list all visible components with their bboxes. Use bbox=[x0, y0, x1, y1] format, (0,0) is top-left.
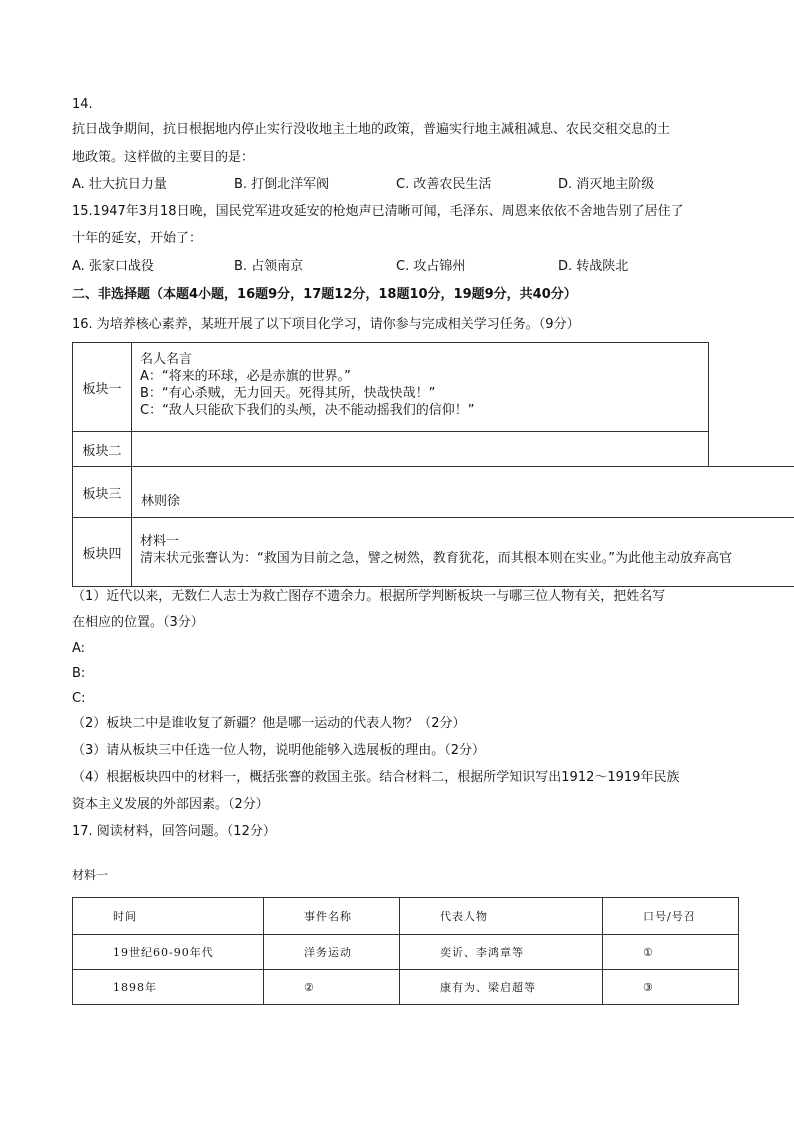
q16-blank-a: A: bbox=[72, 641, 86, 656]
q15-option-d: D. 转战陕北 bbox=[558, 259, 629, 274]
row1-event: 洋务运动 bbox=[264, 935, 400, 970]
row1-person: 奕䜣、李鸿章等 bbox=[400, 935, 603, 970]
table-row bbox=[73, 970, 739, 1005]
q16-sub1-line1: （1）近代以来，无数仁人志士为救亡图存不遗余力。根据所学判断板块一与哪三位人物有关，把姓名写 bbox=[72, 589, 666, 604]
q16-blank-c: C: bbox=[72, 691, 86, 706]
q16-sub3: （3）请从板块三中任选一位人物，说明他能够入选展板的理由。（2分） bbox=[72, 743, 486, 758]
block1-quote-b: B：“有心杀贼，无力回天。死得其所，快哉快哉！” bbox=[140, 386, 436, 401]
q15-stem-line2: 十年的延安，开始了： bbox=[72, 231, 203, 246]
block1-quote-a: A：“将来的环球，必是赤旗的世界。” bbox=[140, 369, 351, 384]
q14-option-a: A. 壮大抗日力量 bbox=[72, 177, 167, 192]
row1-slogan: ① bbox=[603, 935, 739, 970]
table-row bbox=[73, 935, 739, 970]
section2-heading: 二、非选择题（本题4小题，16题9分，17题12分，18题10分，19题9分，共40分） bbox=[72, 287, 577, 302]
block4-material-text: 清末状元张謇认为：“救国为目前之急，譬之树然，教育犹花，而其根本则在实业。”为此他主动放弃高官 bbox=[140, 551, 732, 566]
header-slogan: 口号/号召 bbox=[603, 898, 739, 935]
block1-quote-c: C：“敌人只能砍下我们的头颅，决不能动摇我们的信仰！” bbox=[140, 403, 475, 418]
row1-time: 19世纪60-90年代 bbox=[73, 935, 264, 970]
block3-content bbox=[131, 466, 794, 518]
q14-option-c: C. 改善农民生活 bbox=[396, 177, 492, 192]
row2-event: ② bbox=[264, 970, 400, 1005]
q14-option-d: D. 消灭地主阶级 bbox=[558, 177, 655, 192]
q14-stem-line1: 抗日战争期间，抗日根据地内停止实行没收地主土地的政策，普遍实行地主减租减息、农民交租交息的土 bbox=[72, 122, 671, 137]
table-header-row bbox=[73, 898, 739, 935]
q16-blank-b: B: bbox=[72, 666, 86, 681]
block2-content bbox=[131, 431, 709, 467]
q16-sub4-line1: （4）根据板块四中的材料一，概括张謇的救国主张。结合材料二，根据所学知识写出1912～1919年民族 bbox=[72, 770, 680, 785]
q14-number: 14. bbox=[72, 97, 93, 112]
q17-table bbox=[72, 897, 739, 1005]
q16-sub1-line2: 在相应的位置。（3分） bbox=[72, 615, 204, 630]
q16-sub2: （2）板块二中是谁收复了新疆？他是哪一运动的代表人物？（2分） bbox=[72, 716, 466, 731]
q15-option-a: A. 张家口战役 bbox=[72, 259, 154, 274]
q16-stem: 16. 为培养核心素养，某班开展了以下项目化学习，请你参与完成相关学习任务。（9分） bbox=[72, 317, 580, 332]
table-label-2: 板块二 bbox=[72, 431, 132, 467]
table-label-3: 板块三 bbox=[72, 466, 132, 518]
block1-title: 名人名言 bbox=[140, 352, 193, 367]
row2-slogan: ③ bbox=[603, 970, 739, 1005]
q16-sub4-line2: 资本主义发展的外部因素。（2分） bbox=[72, 797, 269, 812]
row2-person: 康有为、梁启超等 bbox=[400, 970, 603, 1005]
header-event: 事件名称 bbox=[264, 898, 400, 935]
q14-stem-line2: 地政策。这样做的主要目的是： bbox=[72, 150, 255, 165]
block3-person: 林则徐 bbox=[141, 494, 181, 509]
row2-time: 1898年 bbox=[73, 970, 264, 1005]
header-person: 代表人物 bbox=[400, 898, 603, 935]
block4-material-title: 材料一 bbox=[140, 534, 180, 549]
header-time: 时间 bbox=[73, 898, 264, 935]
q17-material-title: 材料一 bbox=[72, 868, 109, 882]
q14-option-b: B. 打倒北洋军阀 bbox=[234, 177, 330, 192]
q15-option-c: C. 攻占锦州 bbox=[396, 259, 466, 274]
block4-content bbox=[131, 517, 794, 587]
table-label-1: 板块一 bbox=[72, 342, 132, 432]
q17-stem: 17. 阅读材料，回答问题。（12分） bbox=[72, 824, 276, 839]
table-label-4: 板块四 bbox=[72, 517, 132, 587]
q15-stem-line1: 15.1947年3月18日晚，国民党军进攻延安的枪炮声已清晰可闻，毛泽东、周恩来依依不舍地告别了居住了 bbox=[72, 204, 684, 219]
q15-option-b: B. 占领南京 bbox=[234, 259, 304, 274]
block1-content bbox=[131, 342, 709, 432]
